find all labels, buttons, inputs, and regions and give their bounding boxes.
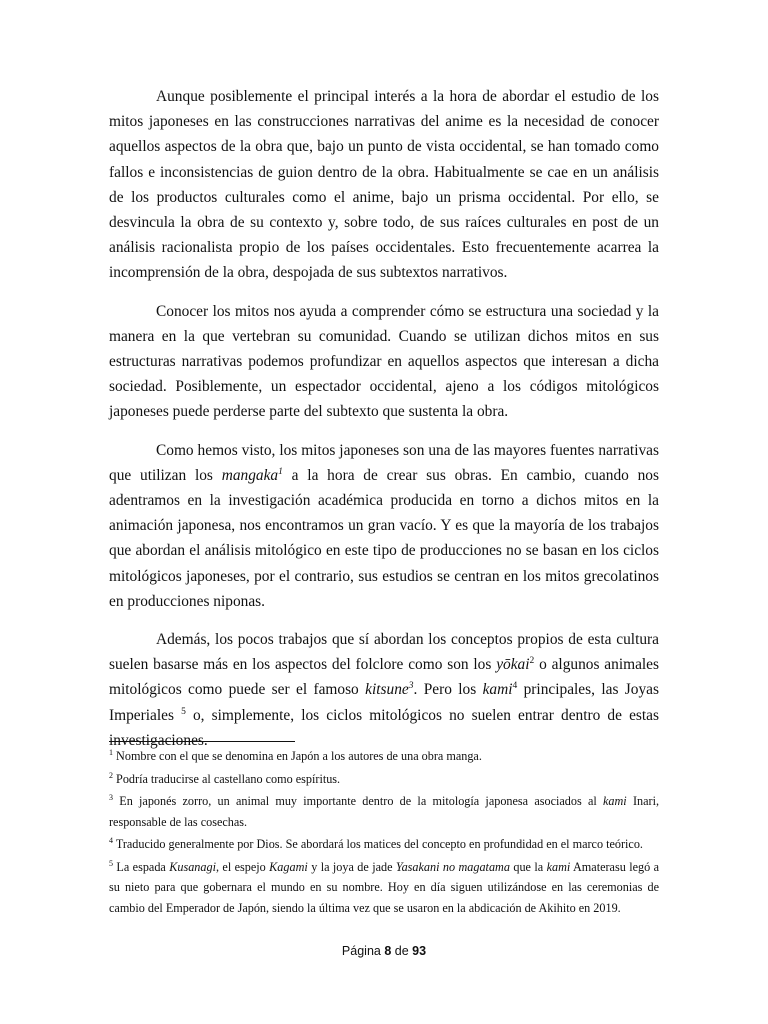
footnote-separator <box>109 741 295 742</box>
text-run: Amaterasu legó a su nieto para que gobernara el mundo en su nombre. Hoy en día siguen utilizándose en las ceremonias de cambio del Emperador de Japón, siendo la última vez que se usaron en la abdicación de Akihito en 2019. <box>109 859 659 915</box>
paragraph <box>109 438 659 614</box>
text-run: La espada <box>113 859 170 874</box>
italic-term: kami <box>482 681 513 699</box>
text-run: que la <box>509 859 547 874</box>
text-run: Como hemos visto, los mitos japoneses son una de las mayores fuentes narrativas que utilizan los <box>109 441 659 484</box>
italic-term: kami <box>546 859 571 874</box>
italic-term: kami <box>603 794 627 808</box>
footnote-number: 3 <box>109 793 113 802</box>
text-run: Además, los pocos trabajos que sí abordan los conceptos propios de esta cultura suelen basarse más en los aspectos del folclore como son los <box>109 631 659 674</box>
text-run: Aunque posiblemente el principal interés a la hora de abordar el estudio de los mitos japoneses en las construcciones narrativas del anime es la necesidad de conocer aquellos aspectos de la obra que, bajo un punto de vista occidental, se han tomado como fallos e inconsistencias de guion dentro de la obra. Habitualmente se cae en un análisis de los productos culturales como el anime, bajo un prisma occidental. Por ello, se desvincula la obra de su contexto y, sobre todo, de sus raíces culturales en post de un análisis racionalista propio de los países occidentales. Esto frecuentemente acarrea la incomprensión de la obra, despojada de sus subtextos narrativos. <box>109 88 659 282</box>
footnote <box>109 769 659 790</box>
text-run: Inari, responsable de las cosechas. <box>109 794 660 829</box>
footnote <box>109 791 659 832</box>
page-number-separator: de <box>394 944 409 958</box>
text-run: a la hora de crear sus obras. En cambio, cuando nos adentramos en la investigación académica producida en torno a dichos mitos en la animación japonesa, nos encontramos un gran vacío. Y es que la mayoría de los trabajos que abordan el análisis mitológico en este tipo de producciones no se basan en los ciclos mitológicos japoneses, por el contrario, sus estudios se centran en los mitos grecolatinos en producciones niponas. <box>109 466 659 610</box>
italic-term: kitsune <box>365 681 409 699</box>
footnote <box>109 746 659 767</box>
footnote-number: 5 <box>109 858 113 868</box>
text-run: , el espejo <box>215 859 270 874</box>
page-number-prefix: Página <box>341 944 381 958</box>
italic-term: yōkai <box>496 656 530 674</box>
footnote-reference: 1 <box>278 466 283 477</box>
italic-term: Yasakani no magatama <box>395 859 510 874</box>
footnote <box>109 857 659 919</box>
footnote-reference: 2 <box>529 656 535 667</box>
paragraph <box>109 627 659 753</box>
text-run: o, simplemente, los ciclos mitológicos no suelen entrar dentro de estas investigaciones. <box>109 706 659 749</box>
footnote <box>109 834 659 855</box>
footnote-reference: 5 <box>181 706 186 717</box>
page-number-total: 93 <box>412 944 427 958</box>
text-run: Podría traducirse al castellano como espíritus. <box>113 771 341 786</box>
text-run: En japonés zorro, un animal muy importante dentro de la mitología japonesa asociados al <box>113 794 603 808</box>
footnotes <box>109 746 659 920</box>
italic-term: Kagami <box>269 859 308 874</box>
italic-term: Kusanagi <box>169 859 216 874</box>
body-text <box>109 84 659 766</box>
footnote-number: 4 <box>109 836 113 845</box>
text-run: o algunos animales mitológicos como puede ser el famoso <box>109 656 659 699</box>
paragraph <box>109 299 659 425</box>
text-run: y la joya de jade <box>307 859 396 874</box>
page-number-current: 8 <box>384 944 392 958</box>
footnote-reference: 3 <box>408 681 414 692</box>
text-run: Traducido generalmente por Dios. Se abordará los matices del concepto en profundidad en el marco teórico. <box>113 837 643 851</box>
text-run: Nombre con el que se denomina en Japón a los autores de una obra manga. <box>113 749 482 763</box>
footnote-number: 2 <box>109 770 113 780</box>
italic-term: mangaka <box>221 466 279 484</box>
footnote-number: 1 <box>109 748 113 757</box>
text-run: . Pero los <box>413 681 483 699</box>
paragraph <box>109 84 659 286</box>
text-run: principales, las Joyas Imperiales <box>109 681 659 724</box>
page-number <box>0 944 768 958</box>
text-run: Conocer los mitos nos ayuda a comprender cómo se estructura una sociedad y la manera en la que vertebran su comunidad. Cuando se utilizan dichos mitos en sus estructuras narrativas podemos profundizar en aquellos aspectos que interesan a dicha sociedad. Posiblemente, un espectador occidental, ajeno a los códigos mitológicos japoneses puede perderse parte del subtexto que sustenta la obra. <box>109 302 659 421</box>
footnote-reference: 4 <box>512 681 518 692</box>
